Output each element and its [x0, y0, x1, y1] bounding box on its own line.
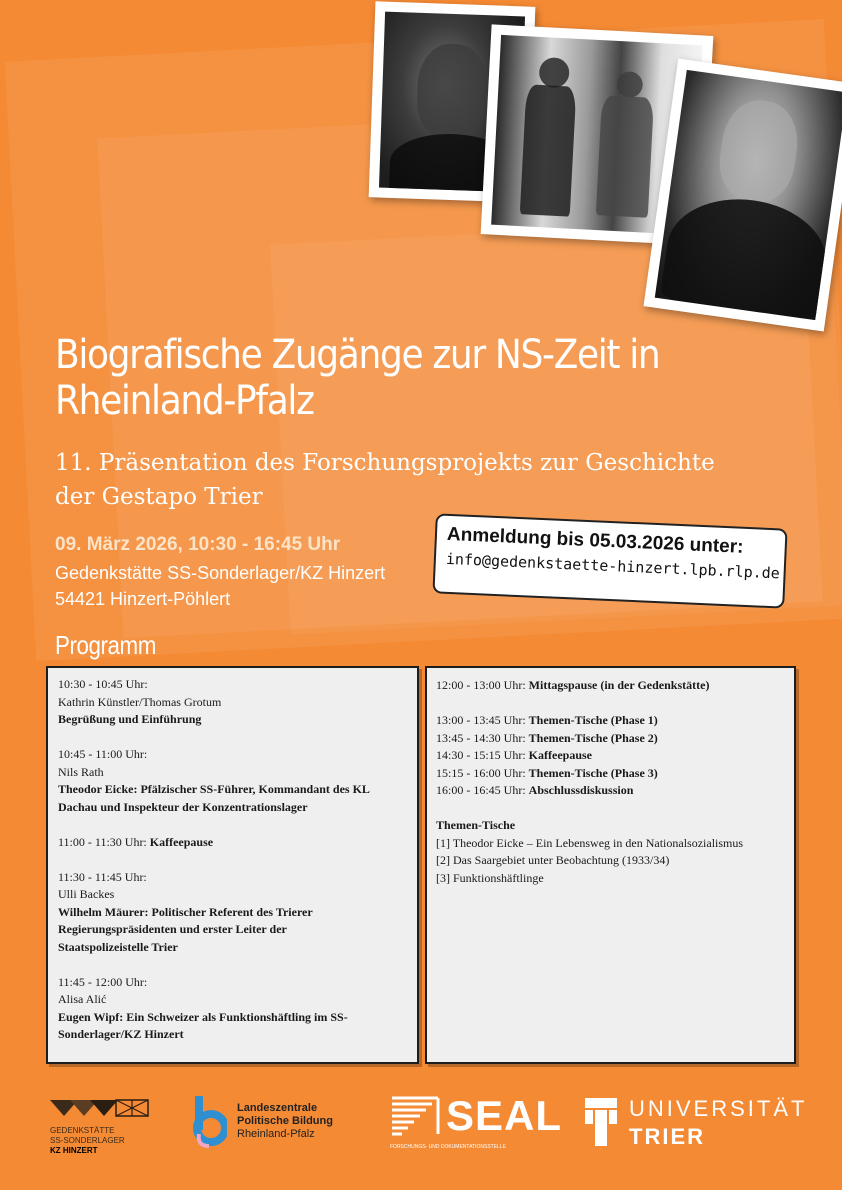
- program-item: [58, 676, 407, 729]
- program-break: Kaffeepause: [149, 834, 214, 849]
- uni-city-line: TRIER: [629, 1124, 705, 1149]
- program-talk-title: Regierungspräsidenten und erster Leiter der: [58, 922, 287, 936]
- schedule-time: 13:00 - 13:45 Uhr:: [436, 713, 529, 727]
- schedule-label: Kaffeepause: [528, 748, 592, 762]
- seal-mark-icon: [390, 1096, 440, 1136]
- lpb-mark-icon: [193, 1094, 227, 1148]
- registration-deadline: Anmeldung bis 05.03.2026 unter:: [446, 523, 744, 558]
- schedule-row: [436, 712, 785, 730]
- program-box-left: [46, 666, 419, 1064]
- hinzert-mark-icon: [50, 1096, 150, 1120]
- subtitle-line: 11. Präsentation des Forschungsprojekts zur Geschichte: [55, 450, 715, 476]
- registration-email[interactable]: info@gedenkstaette-hinzert.lpb.rlp.de: [445, 549, 781, 583]
- lpb-line: Politische Bildung: [237, 1115, 333, 1127]
- topic-item: [1] Theodor Eicke – Ein Lebensweg in den Nationalsozialismus: [436, 835, 744, 850]
- seal-subtitle: FORSCHUNGS- UND DOKUMENTATIONSSTELLE: [390, 1144, 506, 1150]
- event-venue: [55, 560, 385, 612]
- hinzert-line: GEDENKSTÄTTE: [50, 1126, 115, 1135]
- schedule-time: 13:45 - 14:30 Uhr:: [436, 730, 529, 745]
- uni-trier-mark-icon: [585, 1098, 617, 1146]
- program-time: 12:00 - 13:00 Uhr:: [436, 678, 529, 692]
- program-break: Mittagspause (in der Gedenkstätte): [528, 678, 710, 692]
- program-talk-title: Staatspolizeistelle Trier: [58, 939, 178, 954]
- schedule-time: 15:15 - 16:00 Uhr:: [436, 765, 529, 780]
- venue-line: Gedenkstätte SS-Sonderlager/KZ Hinzert: [55, 563, 386, 583]
- program-speaker: Ulli Backes: [58, 887, 115, 901]
- program-talk-title: Sonderlager/KZ Hinzert: [58, 1027, 184, 1041]
- program-speaker: Nils Rath: [58, 764, 104, 779]
- schedule-label: Themen-Tische (Phase 3): [528, 765, 658, 780]
- subtitle: [55, 446, 815, 514]
- schedule-label: Themen-Tische (Phase 1): [528, 713, 658, 727]
- program-time: 11:45 - 12:00 Uhr:: [58, 974, 148, 989]
- schedule-row: [436, 782, 785, 800]
- portrait-photo-uniform: [643, 59, 842, 332]
- program-item: [58, 869, 407, 957]
- program-time: 11:00 - 11:30 Uhr:: [58, 834, 150, 849]
- subtitle-line: der Gestapo Trier: [55, 484, 263, 510]
- program-item: [58, 974, 407, 1044]
- title-line: Rheinland-Pfalz: [55, 378, 314, 424]
- topic-item: [2] Das Saargebiet unter Beobachtung (1933/34): [436, 853, 670, 867]
- event-date: 09. März 2026, 10:30 - 16:45 Uhr: [55, 534, 341, 555]
- program-speaker: Alisa Alić: [58, 992, 107, 1006]
- program-talk-title: Eugen Wipf: Ein Schweizer als Funktionshäftling im SS-: [58, 1009, 348, 1024]
- seal-wordmark: SEAL: [446, 1092, 563, 1139]
- topics-section: [436, 817, 785, 887]
- hinzert-line: SS-SONDERLAGER: [50, 1136, 125, 1145]
- footer-logos: [0, 1080, 842, 1190]
- program-talk-title: Theodor Eicke: Pfälzischer SS-Führer, Kommandant des KL: [58, 782, 370, 796]
- gedenkstaette-hinzert-logo: [50, 1096, 160, 1156]
- program-speaker: Kathrin Künstler/Thomas Grotum: [58, 694, 222, 709]
- program-talk-title: Begrüßung und Einführung: [58, 712, 202, 726]
- program-talk-title: Dachau und Inspekteur der Konzentrationslager: [58, 799, 308, 814]
- title-line: Biografische Zugänge zur NS-Zeit in: [55, 332, 660, 378]
- venue-line: 54421 Hinzert-Pöhlert: [55, 589, 231, 609]
- topics-heading: Themen-Tische: [436, 818, 516, 832]
- schedule-time: 14:30 - 15:15 Uhr:: [436, 748, 529, 762]
- registration-box: [432, 513, 787, 608]
- program-item: [58, 746, 407, 816]
- program-schedule: [436, 712, 785, 800]
- program-time: 10:30 - 10:45 Uhr:: [58, 677, 148, 691]
- program-item: [436, 677, 785, 695]
- program-item: [58, 834, 407, 852]
- schedule-label: Themen-Tische (Phase 2): [528, 730, 658, 745]
- schedule-row: [436, 747, 785, 765]
- schedule-label: Abschlussdiskussion: [528, 783, 634, 797]
- program-time: 10:45 - 11:00 Uhr:: [58, 747, 148, 761]
- schedule-row: [436, 765, 785, 783]
- hinzert-line: KZ HINZERT: [50, 1146, 98, 1155]
- lpb-line: Rheinland-Pfalz: [237, 1128, 315, 1140]
- page-title: [55, 332, 739, 424]
- schedule-row: [436, 730, 785, 748]
- program-talk-title: Wilhelm Mäurer: Politischer Referent des Trierer: [58, 904, 313, 919]
- program-heading: Programm: [55, 630, 156, 660]
- program-box-right: [425, 666, 796, 1064]
- schedule-time: 16:00 - 16:45 Uhr:: [436, 783, 529, 797]
- program-time: 11:30 - 11:45 Uhr:: [58, 869, 147, 884]
- topic-item: [3] Funktionshäftlinge: [436, 870, 544, 885]
- lpb-line: Landeszentrale: [237, 1102, 318, 1114]
- uni-name-line: UNIVERSITÄT: [629, 1096, 808, 1121]
